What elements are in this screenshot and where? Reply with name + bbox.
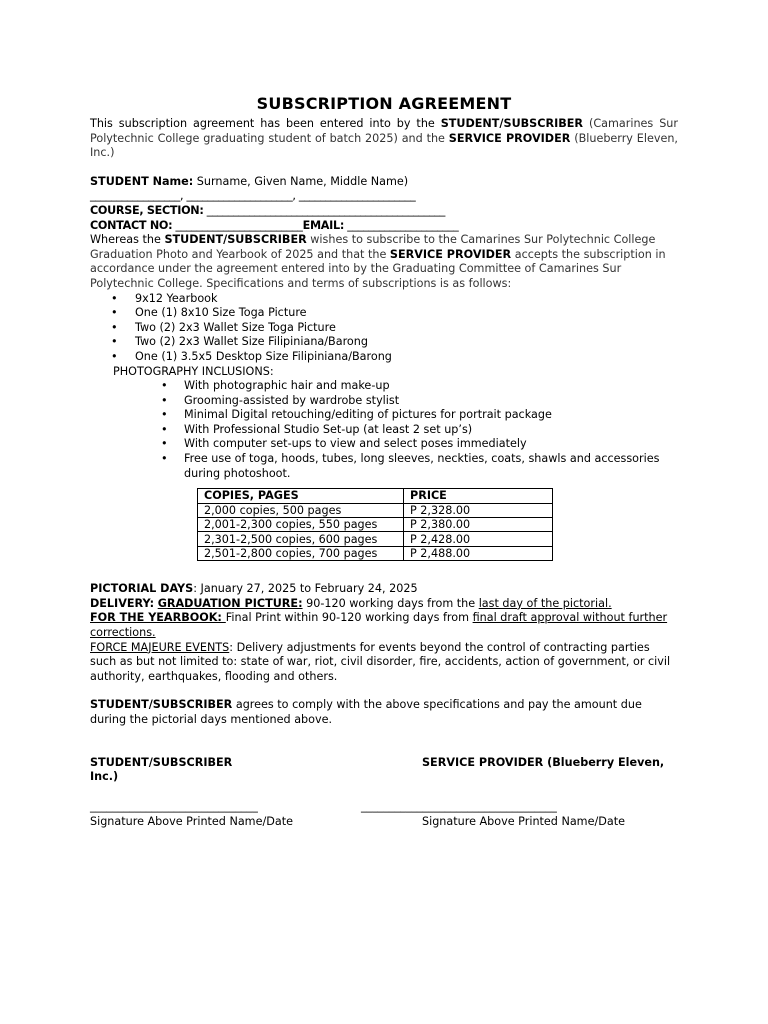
course-section-field[interactable]: _____________________________________________	[203, 203, 446, 217]
pictorial-days-value: : January 27, 2025 to February 24, 2025	[193, 582, 418, 596]
table-header-row	[198, 489, 553, 503]
price-cell: P 2,328.00	[404, 503, 553, 517]
list-item: • Free use of toga, hoods, tubes, long sleeves, neckties, coats, shawls and accessories during photoshoot.	[184, 452, 678, 481]
student-signature-caption: Signature Above Printed Name/Date	[90, 814, 293, 828]
agreement-paragraph	[90, 698, 678, 727]
pictorial-days-line	[90, 582, 678, 597]
copies-cell: 2,000 copies, 500 pages	[198, 503, 404, 517]
course-section-label: COURSE, SECTION:	[90, 203, 204, 217]
list-item: • With photographic hair and make-up	[184, 379, 678, 394]
yearbook-line	[90, 611, 678, 640]
provider-signature-title: SERVICE PROVIDER (Blueberry Eleven,	[422, 755, 665, 769]
yearbook-underlined: final draft approval without further corrections.	[90, 611, 668, 639]
delivery-label: DELIVERY:	[90, 596, 155, 610]
email-label: EMAIL:	[302, 218, 345, 232]
list-item: • With computer set-ups to view and select poses immediately	[184, 437, 678, 452]
intro-student-label: STUDENT/SUBSCRIBER	[440, 117, 584, 130]
table-row	[198, 546, 553, 560]
whereas-provider-label: SERVICE PROVIDER	[389, 247, 512, 261]
list-item: • With Professional Studio Set-up (at least 2 set up’s)	[184, 423, 678, 438]
price-cell: P 2,428.00	[404, 532, 553, 546]
delivery-underlined: last day of the pictorial.	[478, 596, 612, 610]
table-row	[198, 532, 553, 546]
table-row	[198, 503, 553, 517]
student-name-line	[90, 175, 678, 190]
agreement-document	[90, 94, 678, 830]
force-majeure-label: FORCE MAJEURE EVENTS	[90, 640, 230, 654]
force-majeure-paragraph	[90, 641, 678, 685]
force-majeure-text: : Delivery adjustments for events beyond the control of contracting parties such as but not limited to: state of war, riot, civil disorder, fire, accidents, action of government, or civil authority, earthquakes, flooding and others.	[90, 640, 671, 683]
list-item: • 9x12 Yearbook	[135, 292, 678, 307]
whereas-text-3: accepts the subscription in accordance under the agreement entered into by the Graduating Committee of Camarines Sur Polytechnic College. Specifications and terms of subscriptions is as follows:	[90, 247, 666, 290]
copies-cell: 2,501-2,800 copies, 700 pages	[198, 546, 404, 560]
price-table	[197, 488, 553, 561]
graduation-picture-label: GRADUATION PICTURE:	[157, 596, 303, 610]
intro-paragraph	[90, 117, 678, 161]
student-name-hint: Surname, Given Name, Middle Name)	[193, 174, 409, 188]
provider-signature-caption: Signature Above Printed Name/Date	[422, 814, 625, 828]
list-item: • One (1) 3.5x5 Desktop Size Filipiniana/Barong	[135, 350, 678, 365]
agree-student-label: STUDENT/SUBSCRIBER	[90, 698, 233, 712]
price-header: PRICE	[404, 489, 553, 503]
copies-cell: 2,001-2,300 copies, 550 pages	[198, 518, 404, 532]
signature-lines	[90, 800, 678, 830]
provider-title-continued: Inc.)	[90, 770, 119, 784]
whereas-student-label: STUDENT/SUBSCRIBER	[164, 233, 307, 247]
inclusions-heading: PHOTOGRAPHY INCLUSIONS:	[113, 364, 274, 378]
pictorial-days-label: PICTORIAL DAYS	[90, 582, 194, 596]
list-item: • Minimal Digital retouching/editing of pictures for portrait package	[184, 408, 678, 423]
contact-no-field[interactable]: ________________________	[172, 218, 303, 232]
list-item: • Two (2) 2x3 Wallet Size Filipiniana/Barong	[135, 335, 678, 350]
list-item: • Two (2) 2x3 Wallet Size Toga Picture	[135, 321, 678, 336]
intro-text-1: This subscription agreement has been entered into by the	[90, 117, 441, 130]
student-signature-field[interactable]: ______________________________	[90, 799, 258, 813]
delivery-line	[90, 597, 678, 612]
course-section-line	[90, 204, 678, 219]
delivery-text: 90-120 working days from the	[302, 596, 479, 610]
whereas-text-2: wishes to subscribe to the Camarines Sur Polytechnic College Graduation Photo and Yearbook of 2025 and that the	[90, 233, 656, 261]
copies-cell: 2,301-2,500 copies, 600 pages	[198, 532, 404, 546]
intro-text-3: (Blueberry Eleven, Inc.)	[90, 131, 678, 160]
provider-signature-field[interactable]: ___________________________________	[361, 799, 557, 813]
contact-line	[90, 219, 678, 234]
price-cell: P 2,380.00	[404, 518, 553, 532]
student-name-field[interactable]: _________________, ____________________, ______________________	[90, 189, 416, 203]
copies-pages-header: COPIES, PAGES	[198, 489, 404, 503]
email-field[interactable]: _____________________	[344, 218, 459, 232]
student-name-label: STUDENT Name:	[90, 174, 194, 188]
whereas-paragraph	[90, 233, 678, 291]
document-title: SUBSCRIPTION AGREEMENT	[256, 94, 512, 113]
intro-provider-label: SERVICE PROVIDER	[448, 131, 571, 145]
list-item: • Grooming-assisted by wardrobe stylist	[184, 394, 678, 409]
signature-titles	[90, 756, 678, 800]
inclusions-list	[90, 379, 678, 481]
agree-text: agrees to comply with the above specifications and pay the amount due during the pictorial days mentioned above.	[90, 698, 642, 726]
table-row	[198, 518, 553, 532]
student-signature-title: STUDENT/SUBSCRIBER	[90, 755, 233, 769]
package-items-list	[90, 292, 678, 365]
price-cell: P 2,488.00	[404, 546, 553, 560]
whereas-text-1: Whereas the	[90, 233, 165, 247]
yearbook-text: Final Print within 90-120 working days from	[225, 611, 473, 625]
list-item: • One (1) 8x10 Size Toga Picture	[135, 306, 678, 321]
intro-text-2: (Camarines Sur Polytechnic College graduating student of batch 2025) and the	[90, 117, 678, 145]
contact-no-label: CONTACT NO:	[90, 218, 173, 232]
yearbook-label: FOR THE YEARBOOK:	[90, 611, 226, 625]
